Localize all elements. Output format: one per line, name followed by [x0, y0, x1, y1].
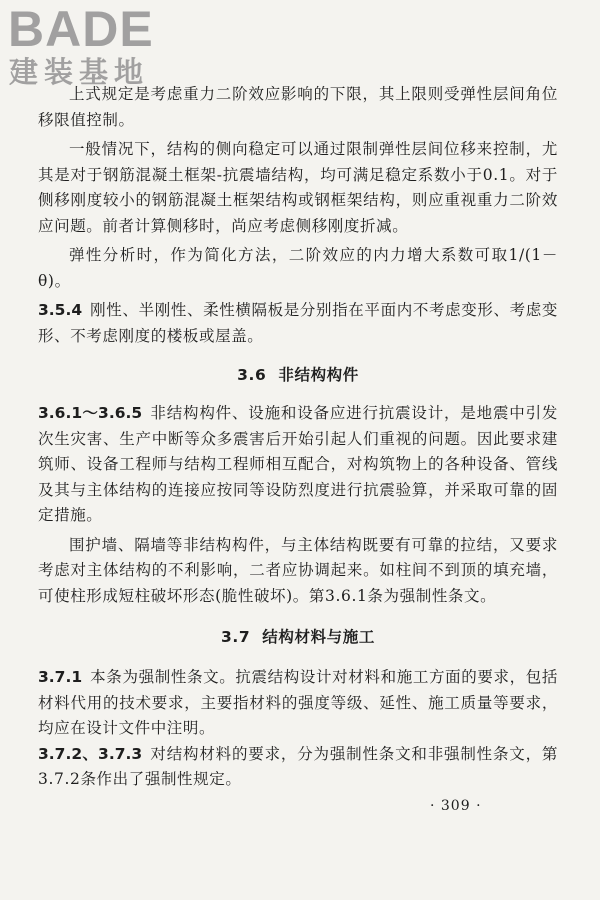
clause-3-7-1: [38, 665, 558, 742]
section-heading-3-7: [38, 625, 558, 649]
clause-3-6-1: [38, 401, 558, 529]
section-number: 3.6: [237, 366, 267, 384]
section-title: 结构材料与施工: [262, 628, 375, 646]
paragraph-enclosure-walls: 围护墙、隔墙等非结构构件，与主体结构既要有可靠的拉结，又要求考虑对主体结构的不利影响，二者应协调起来。如柱间不到顶的填充墙，可使柱形成短柱破坏形态(脆性破坏)。第3.6.1条为强制性条文。: [38, 535, 558, 605]
section-title: 非结构构件: [278, 366, 359, 384]
clause-number: 3.6.1～3.6.5: [38, 404, 143, 422]
section-heading-3-6: [38, 363, 558, 387]
document-body: [38, 82, 558, 793]
watermark-logo: [6, 2, 176, 88]
paragraph-elastic-analysis: 弹性分析时，作为简化方法，二阶效应的内力增大系数可取1/(1－θ)。: [38, 246, 558, 290]
watermark-subtitle: 建装基地: [9, 55, 150, 88]
clause-text: 本条为强制性条文。抗震结构设计对材料和施工方面的要求，包括材料代用的技术要求，主要指材料的强度等级、延性、施工质量等要求，均应在设计文件中注明。: [38, 668, 558, 737]
section-number: 3.7: [221, 628, 251, 646]
watermark-brand: BADE: [8, 2, 154, 57]
clause-number: 3.7.1: [38, 668, 83, 686]
clause-text: 刚性、半刚性、柔性横隔板是分别指在平面内不考虑变形、考虑变形、不考虑刚度的楼板或屋盖。: [38, 301, 558, 345]
clause-3-7-2: [38, 742, 558, 793]
page-number: · 309 ·: [430, 798, 482, 814]
clause-3-5-4: [38, 298, 558, 349]
paragraph-lateral-stability: 一般情况下，结构的侧向稳定可以通过限制弹性层间位移来控制，尤其是对于钢筋混凝土框架-抗震墙结构，均可满足稳定系数小于0.1。对于侧移刚度较小的钢筋混凝土框架结构或钢框架结构，则应重视重力二阶效应问题。前者计算侧移时，尚应考虑侧移刚度折减。: [38, 140, 558, 235]
clause-text: 对结构材料的要求，分为强制性条文和非强制性条文，第3.7.2条作出了强制性规定。: [38, 744, 558, 788]
clause-text: 非结构构件、设施和设备应进行抗震设计，是地震中引发次生灾害、生产中断等众多震害后开始引起人们重视的问题。因此要求建筑师、设备工程师与结构工程师相互配合，对构筑物上的各种设备、管线及其与主体结构的连接应按同等设防烈度进行抗震验算，并采取可靠的固定措施。: [38, 404, 558, 524]
clause-number: 3.7.2、3.7.3: [38, 744, 143, 763]
paragraph-upper-limit: 上式规定是考虑重力二阶效应影响的下限，其上限则受弹性层间角位移限值控制。: [38, 85, 558, 129]
clause-number: 3.5.4: [38, 301, 83, 319]
